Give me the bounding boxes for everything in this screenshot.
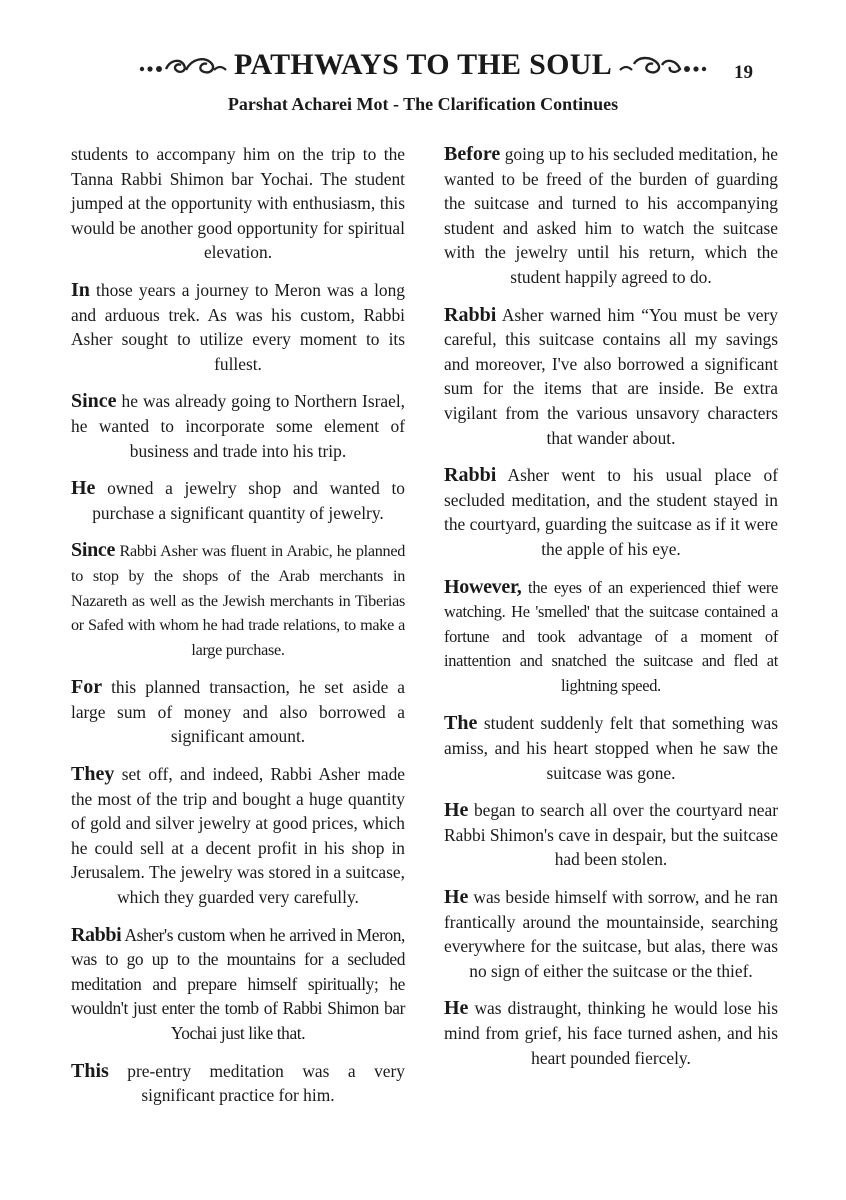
paragraph: [71, 762, 405, 910]
article-subtitle: Parshat Acharei Mot - The Clarification Continues: [227, 94, 619, 114]
paragraph-lead: However,: [444, 575, 522, 598]
paragraph: [444, 303, 778, 451]
paragraph: [71, 142, 405, 265]
paragraph-text: he was already going to Northern Israel, he wanted to incorporate some element of business and trade into his trip.: [71, 391, 405, 461]
paragraph-lead: They: [71, 763, 115, 786]
paragraph-text: those years a journey to Meron was a long and arduous trek. As was his custom, Rabbi Asher sought to utilize every moment to its fullest.: [71, 279, 405, 374]
paragraph-text: pre-entry meditation was a very significant practice for him.: [108, 1060, 405, 1106]
paragraph-lead: Before: [444, 143, 501, 165]
paragraph-text: was beside himself with sorrow, and he ran frantically around the mountainside, searching everywhere for the suitcase, but alas, there was no sign of either the suitcase or the thief.: [444, 887, 778, 981]
paragraph: [444, 463, 778, 561]
paragraph: [71, 538, 405, 662]
paragraph: [71, 675, 405, 749]
paragraph-text: owned a jewelry shop and wanted to purchase a significant quantity of jewelry.: [92, 478, 405, 523]
paragraph-text: student suddenly felt that something was amiss, and his heart stopped when he saw the suitcase was gone.: [444, 713, 778, 783]
left-ornament-icon: [136, 52, 228, 78]
paragraph: [444, 142, 778, 290]
paragraph-lead: He: [71, 477, 96, 500]
paragraph-lead: Since: [71, 539, 116, 562]
paragraph-lead: Rabbi: [71, 923, 122, 946]
paragraph-text: set off, and indeed, Rabbi Asher made the most of the trip and bought a huge quantity of gold and silver jewelry at good prices, which he could sell at a decent profit in his shop in Jerusalem. The jewelry was stored in a suitcase, which they guarded very carefully.: [71, 764, 405, 908]
paragraph: [444, 575, 778, 699]
paragraph-text: this planned transaction, he set aside a large sum of money and also borrowed a significant amount.: [71, 677, 405, 747]
paragraph-lead: In: [71, 278, 90, 301]
paragraph-lead: This: [71, 1059, 109, 1082]
publication-title: PATHWAYS TO THE SOUL: [233, 48, 613, 81]
paragraph-lead: The: [444, 712, 478, 735]
paragraph-text: Asher's custom when he arrived in Meron, was to go up to the mountains for a secluded meditation and prepare himself spiritually; he wouldn't just enter the tomb of Rabbi Shimon bar Yochai just like that.: [71, 924, 405, 1043]
page-header: [0, 48, 846, 88]
paragraph: [71, 923, 405, 1046]
paragraph-lead: Since: [71, 390, 117, 413]
paragraph-text: students to accompany him on the trip to the Tanna Rabbi Shimon bar Yochai. The student jumped at the opportunity with enthusiasm, this would be another good opportunity for spiritual elevation.: [71, 144, 405, 263]
paragraph-lead: He: [444, 799, 469, 822]
paragraph-text: Rabbi Asher was fluent in Arabic, he planned to stop by the shops of the Arab merchants in Nazareth as well as the Jewish merchants in Tiberias or Safed with whom he had trade relations, to make a large purchase.: [71, 542, 405, 659]
paragraph-lead: For: [71, 676, 103, 699]
paragraph-text: began to search all over the courtyard near Rabbi Shimon's cave in despair, but the suitcase had been stolen.: [444, 800, 778, 870]
paragraph-text: the eyes of an experienced thief were watching. He 'smelled' that the suitcase contained a fortune and took advantage of a moment of inattention and snatched the suitcase and fled at lightning speed.: [444, 577, 778, 695]
paragraph-lead: He: [444, 886, 469, 909]
paragraph-text: Asher went to his usual place of secluded meditation, and the student stayed in the courtyard, guarding the suitcase as if it were the apple of his eye.: [444, 465, 778, 559]
right-ornament-icon: [618, 52, 710, 78]
paragraph-text: going up to his secluded meditation, he wanted to be freed of the burden of guarding the suitcase and turned to his accompanying student and asked him to watch the suitcase with the jewelry until his return, which the student happily agreed to do.: [444, 144, 778, 287]
page-number: 19: [734, 62, 753, 83]
paragraph: [71, 389, 405, 463]
paragraph-lead: Rabbi: [444, 464, 497, 487]
paragraph: [444, 798, 778, 872]
paragraph: [71, 476, 405, 525]
paragraph: [444, 885, 778, 983]
paragraph: [444, 996, 778, 1070]
paragraph: [444, 711, 778, 785]
right-column: [444, 142, 778, 1083]
left-column: [71, 142, 405, 1121]
paragraph-lead: He: [444, 997, 469, 1020]
paragraph-text: was distraught, thinking he would lose his mind from grief, his face turned ashen, and his heart pounded fiercely.: [444, 998, 778, 1068]
paragraph: [71, 278, 405, 376]
paragraph-text: Asher warned him “You must be very careful, this suitcase contains all my savings and moreover, I've also borrowed a significant sum for the items that are inside. Be extra vigilant from the various unsavory characters that wander about.: [444, 304, 778, 448]
paragraph-lead: Rabbi: [444, 303, 497, 326]
paragraph: [71, 1059, 405, 1108]
